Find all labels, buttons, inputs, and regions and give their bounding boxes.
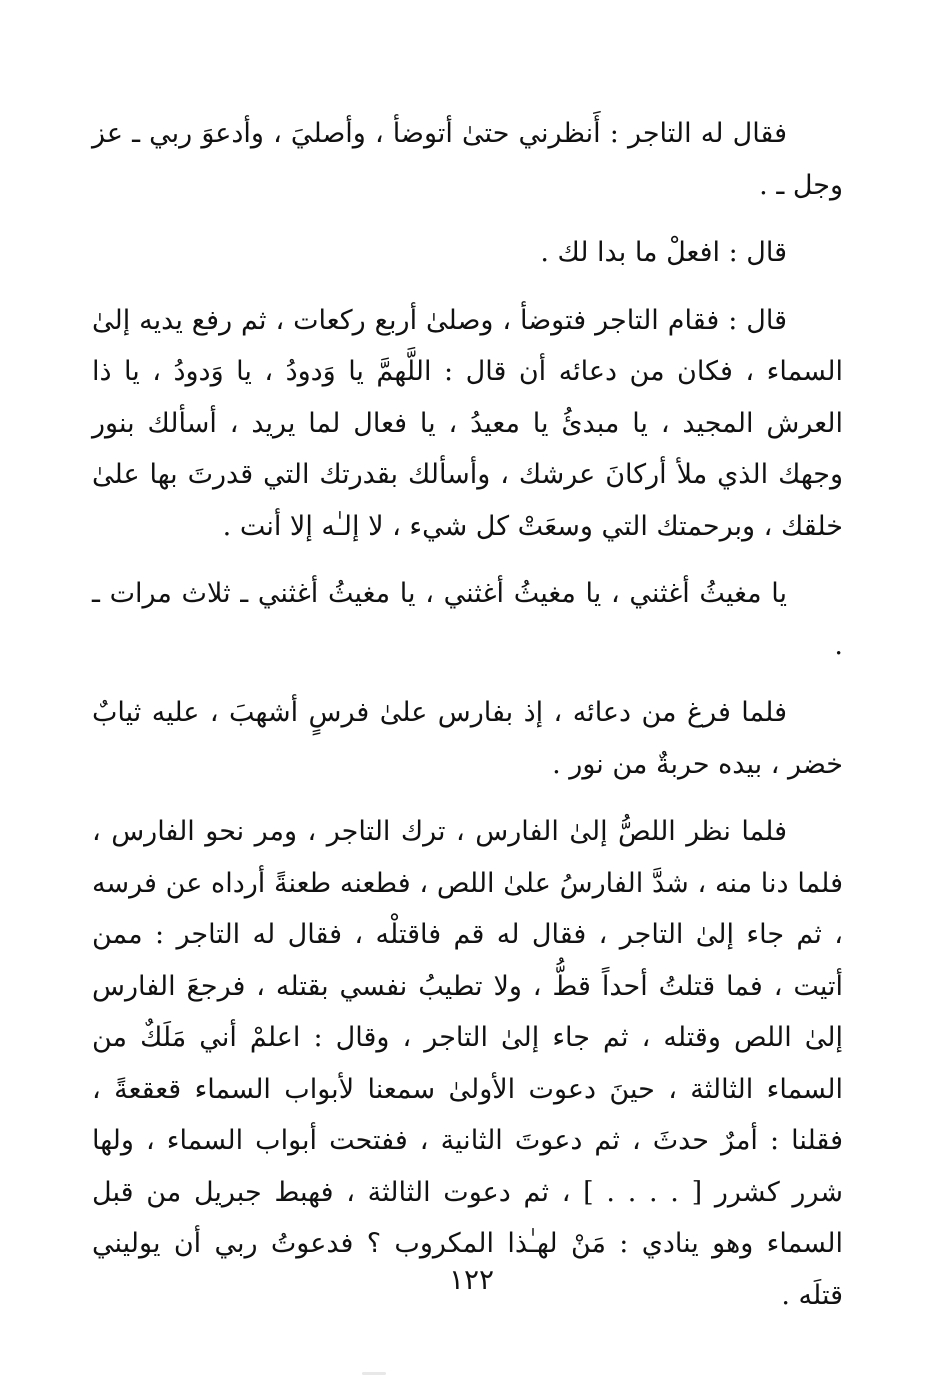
paragraph-6: فلما نظر اللصُّ إلىٰ الفارس ، ترك التاجر ، ومر نحو الفارس ، فلما دنا منه ، شدَّ الفارسُ علىٰ اللص ، فطعنه طعنةً أرداه عن فرسه ، ثم جاء إلىٰ التاجر ، فقال له قم فاقتلْه ، فقال له التاجر : ممن أتيت ، فما قتلتُ أحداً قطُّ ، ولا تطيبُ نفسي بقتله ، فرجعَ الفارس إلىٰ اللص وقتله ، ثم جاء إلىٰ التاجر ، وقال : اعلمْ أني مَلَكٌ من السماء الثالثة ، حينَ دعوت الأولىٰ سمعنا لأبواب السماء قعقعةً ، فقلنا : أمرٌ حدثَ ، ثم دعوتَ الثانية ، ففتحت أبواب السماء ، ولها شرر كشرر [ . . . . ] ، ثم دعوت الثالثة ، فهبط جبريل من قبل السماء وهو ينادي : مَنْ لهـٰذا المكروب ؟ فدعوتُ ربي أن يوليني قتلَه .: [92, 816, 843, 1311]
scan-speck: [362, 1372, 386, 1375]
paragraph-2: قال : افعلْ ما بدا لك .: [540, 237, 787, 268]
paragraph-1: فقال له التاجر : أَنظرني حتىٰ أتوضأ ، وأصليَ ، وأدعوَ ربي ـ عز وجل ـ .: [92, 118, 843, 201]
paragraph-4: يا مغيثُ أغثني ، يا مغيثُ أغثني ، يا مغيثُ أغثني ـ ثلاث مرات ـ .: [92, 578, 843, 661]
page-number: ١٢٢: [448, 1263, 495, 1296]
paragraph-3: قال : فقام التاجر فتوضأ ، وصلىٰ أربع ركعات ، ثم رفع يديه إلىٰ السماء ، فكان من دعائه أن قال : اللَّهمَّ يا وَدودُ ، يا وَدودُ ، يا ذا العرش المجيد ، يا مبدئُ يا معيدُ ، يا فعال لما يريد ، أسألك بنور وجهك الذي ملأ أركانَ عرشك ، وأسألك بقدرتك التي قدرتَ بها علىٰ خلقك ، وبرحمتك التي وسعَتْ كل شيء ، لا إلـٰه إلا أنت .: [92, 304, 844, 542]
paragraph-5: فلما فرغ من دعائه ، إذ بفارس علىٰ فرسٍ أشهبَ ، عليه ثيابٌ خضر ، بيده حربةٌ من نور .: [92, 697, 843, 780]
body-text: [92, 108, 843, 1337]
